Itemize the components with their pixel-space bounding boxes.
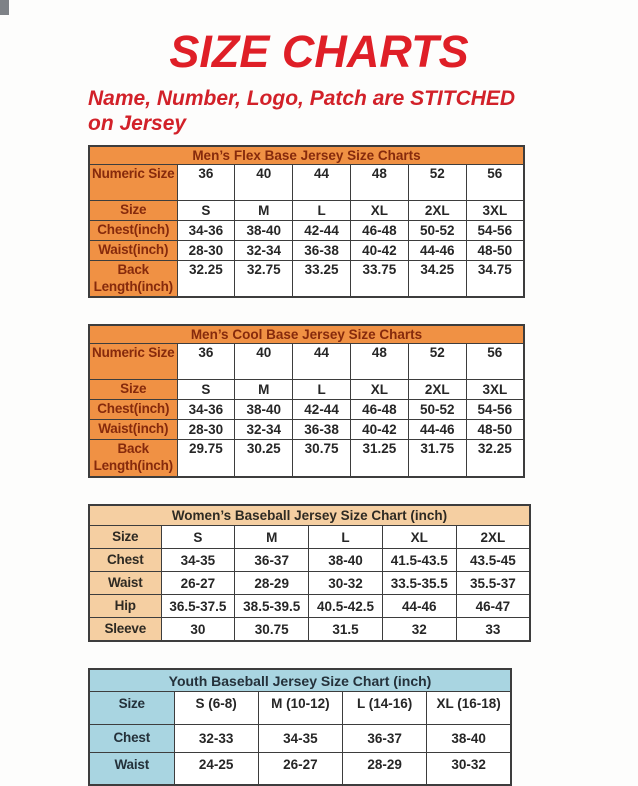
size-value-cell: 3XL [466,380,524,400]
size-value-cell: M [235,526,309,549]
size-value-cell: 54-56 [466,220,524,240]
corner-artifact [0,0,9,15]
size-value-cell: 34.75 [466,260,524,297]
row-label-cell: Hip [89,595,161,618]
size-value-cell: 56 [466,165,524,201]
size-value-cell: XL [350,380,408,400]
size-value-cell: XL (16-18) [427,692,511,725]
row-label-cell: Numeric Size [89,165,177,201]
size-value-cell: 2XL [408,201,466,221]
row-label-cell: Size [89,692,174,725]
size-value-cell: 42-44 [293,220,351,240]
size-value-cell: 34-36 [177,220,235,240]
size-value-cell: 24-25 [174,753,258,785]
size-value-cell: 44-46 [382,595,456,618]
size-value-cell: 38-40 [427,725,511,753]
youth-baseball-size-table [88,668,512,786]
size-value-cell: 38-40 [235,400,293,420]
row-label-cell: Waist [89,753,174,785]
size-value-cell: 36 [177,344,235,380]
size-value-cell: 32.75 [235,260,293,297]
row-label-cell: Size [89,380,177,400]
table-row [89,692,511,725]
size-value-cell: 43.5-45 [456,549,530,572]
size-value-cell: L [309,526,383,549]
table-row [89,220,524,240]
size-value-cell: 52 [408,344,466,380]
size-value-cell: 46-48 [350,220,408,240]
size-value-cell: L [293,201,351,221]
size-value-cell: 33.75 [350,260,408,297]
mens-flex-base-size-table [88,145,525,298]
size-value-cell: M (10-12) [258,692,342,725]
womens-baseball-size-table [88,504,531,642]
row-label-cell: Size [89,201,177,221]
size-value-cell: 33.5-35.5 [382,572,456,595]
row-label-cell: Numeric Size [89,344,177,380]
row-label-cell: Chest [89,549,161,572]
size-value-cell: 32-34 [235,420,293,440]
size-value-cell: 48-50 [466,240,524,260]
size-value-cell: S (6-8) [174,692,258,725]
table-title-row [89,325,524,344]
size-value-cell: 2XL [456,526,530,549]
table-title: Women’s Baseball Jersey Size Chart (inch) [89,505,530,526]
size-value-cell: 34-35 [161,549,235,572]
size-value-cell: 40 [235,344,293,380]
size-value-cell: 32-34 [235,240,293,260]
size-value-cell: 36-38 [293,240,351,260]
table-row [89,549,530,572]
size-value-cell: L (14-16) [343,692,427,725]
size-value-cell: 36.5-37.5 [161,595,235,618]
size-value-cell: XL [382,526,456,549]
row-label-cell: Back Length(inch) [89,440,177,477]
row-label-cell: Chest(inch) [89,220,177,240]
table-title-row [89,669,511,692]
size-value-cell: 48 [350,344,408,380]
size-value-cell: M [235,201,293,221]
size-value-cell: 40-42 [350,240,408,260]
page-subtitle-line-1: Name, Number, Logo, Patch are STITCHED [88,87,516,110]
size-value-cell: L [293,380,351,400]
table-row [89,380,524,400]
table-title: Men’s Flex Base Jersey Size Charts [89,146,524,165]
size-value-cell: 48 [350,165,408,201]
table-row [89,240,524,260]
size-value-cell: 44 [293,344,351,380]
size-value-cell: 28-29 [343,753,427,785]
size-value-cell: 30.75 [293,440,351,477]
size-value-cell: 38-40 [309,549,383,572]
size-value-cell: 29.75 [177,440,235,477]
table-row [89,572,530,595]
size-value-cell: 44-46 [408,420,466,440]
size-value-cell: 34-36 [177,400,235,420]
size-value-cell: 41.5-43.5 [382,549,456,572]
size-value-cell: 28-30 [177,420,235,440]
size-value-cell: 48-50 [466,420,524,440]
table-title-row [89,505,530,526]
size-value-cell: 31.5 [309,618,383,641]
row-label-cell: Waist(inch) [89,420,177,440]
size-value-cell: 2XL [408,380,466,400]
size-value-cell: 36-38 [293,420,351,440]
table-row [89,526,530,549]
size-value-cell: 32 [382,618,456,641]
size-value-cell: 40 [235,165,293,201]
table-row [89,201,524,221]
size-value-cell: 32.25 [466,440,524,477]
row-label-cell: Chest [89,725,174,753]
row-label-cell: Waist(inch) [89,240,177,260]
size-value-cell: S [177,380,235,400]
size-value-cell: 50-52 [408,400,466,420]
table-row [89,400,524,420]
size-value-cell: 32.25 [177,260,235,297]
size-value-cell: 26-27 [258,753,342,785]
size-value-cell: 54-56 [466,400,524,420]
row-label-cell: Waist [89,572,161,595]
size-value-cell: 34-35 [258,725,342,753]
page-title: SIZE CHARTS [169,26,469,77]
row-label-cell: Back Length(inch) [89,260,177,297]
size-value-cell: 3XL [466,201,524,221]
size-value-cell: 33.25 [293,260,351,297]
size-value-cell: 52 [408,165,466,201]
size-value-cell: 32-33 [174,725,258,753]
size-value-cell: 40-42 [350,420,408,440]
size-value-cell: 30-32 [309,572,383,595]
size-value-cell: S [161,526,235,549]
size-value-cell: 38.5-39.5 [235,595,309,618]
row-label-cell: Chest(inch) [89,400,177,420]
table-row [89,420,524,440]
size-value-cell: 56 [466,344,524,380]
size-value-cell: M [235,380,293,400]
size-value-cell: 28-29 [235,572,309,595]
row-label-cell: Size [89,526,161,549]
tables-wrap [0,145,638,786]
size-value-cell: 36-37 [235,549,309,572]
size-value-cell: 46-48 [350,400,408,420]
table-title: Men’s Cool Base Jersey Size Charts [89,325,524,344]
size-value-cell: 34.25 [408,260,466,297]
size-value-cell: 44-46 [408,240,466,260]
size-value-cell: 36-37 [343,725,427,753]
size-value-cell: 35.5-37 [456,572,530,595]
table-row [89,725,511,753]
table-row [89,344,524,380]
table-title: Youth Baseball Jersey Size Chart (inch) [89,669,511,692]
size-value-cell: 46-47 [456,595,530,618]
size-value-cell: 38-40 [235,220,293,240]
size-value-cell: 26-27 [161,572,235,595]
size-value-cell: S [177,201,235,221]
table-row [89,753,511,785]
size-value-cell: 30 [161,618,235,641]
size-value-cell: 28-30 [177,240,235,260]
size-value-cell: 30-32 [427,753,511,785]
table-row [89,595,530,618]
size-value-cell: 31.25 [350,440,408,477]
size-value-cell: 30.75 [235,618,309,641]
size-value-cell: 44 [293,165,351,201]
table-title-row [89,146,524,165]
page-subtitle [88,86,638,136]
table-row [89,440,524,477]
mens-cool-base-size-table [88,324,525,477]
size-value-cell: 33 [456,618,530,641]
table-row [89,165,524,201]
size-value-cell: 40.5-42.5 [309,595,383,618]
row-label-cell: Sleeve [89,618,161,641]
size-value-cell: 31.75 [408,440,466,477]
table-row [89,618,530,641]
table-row [89,260,524,297]
page-subtitle-line-2: on Jersey [88,112,187,135]
size-value-cell: XL [350,201,408,221]
size-value-cell: 50-52 [408,220,466,240]
size-value-cell: 30.25 [235,440,293,477]
size-value-cell: 42-44 [293,400,351,420]
size-value-cell: 36 [177,165,235,201]
